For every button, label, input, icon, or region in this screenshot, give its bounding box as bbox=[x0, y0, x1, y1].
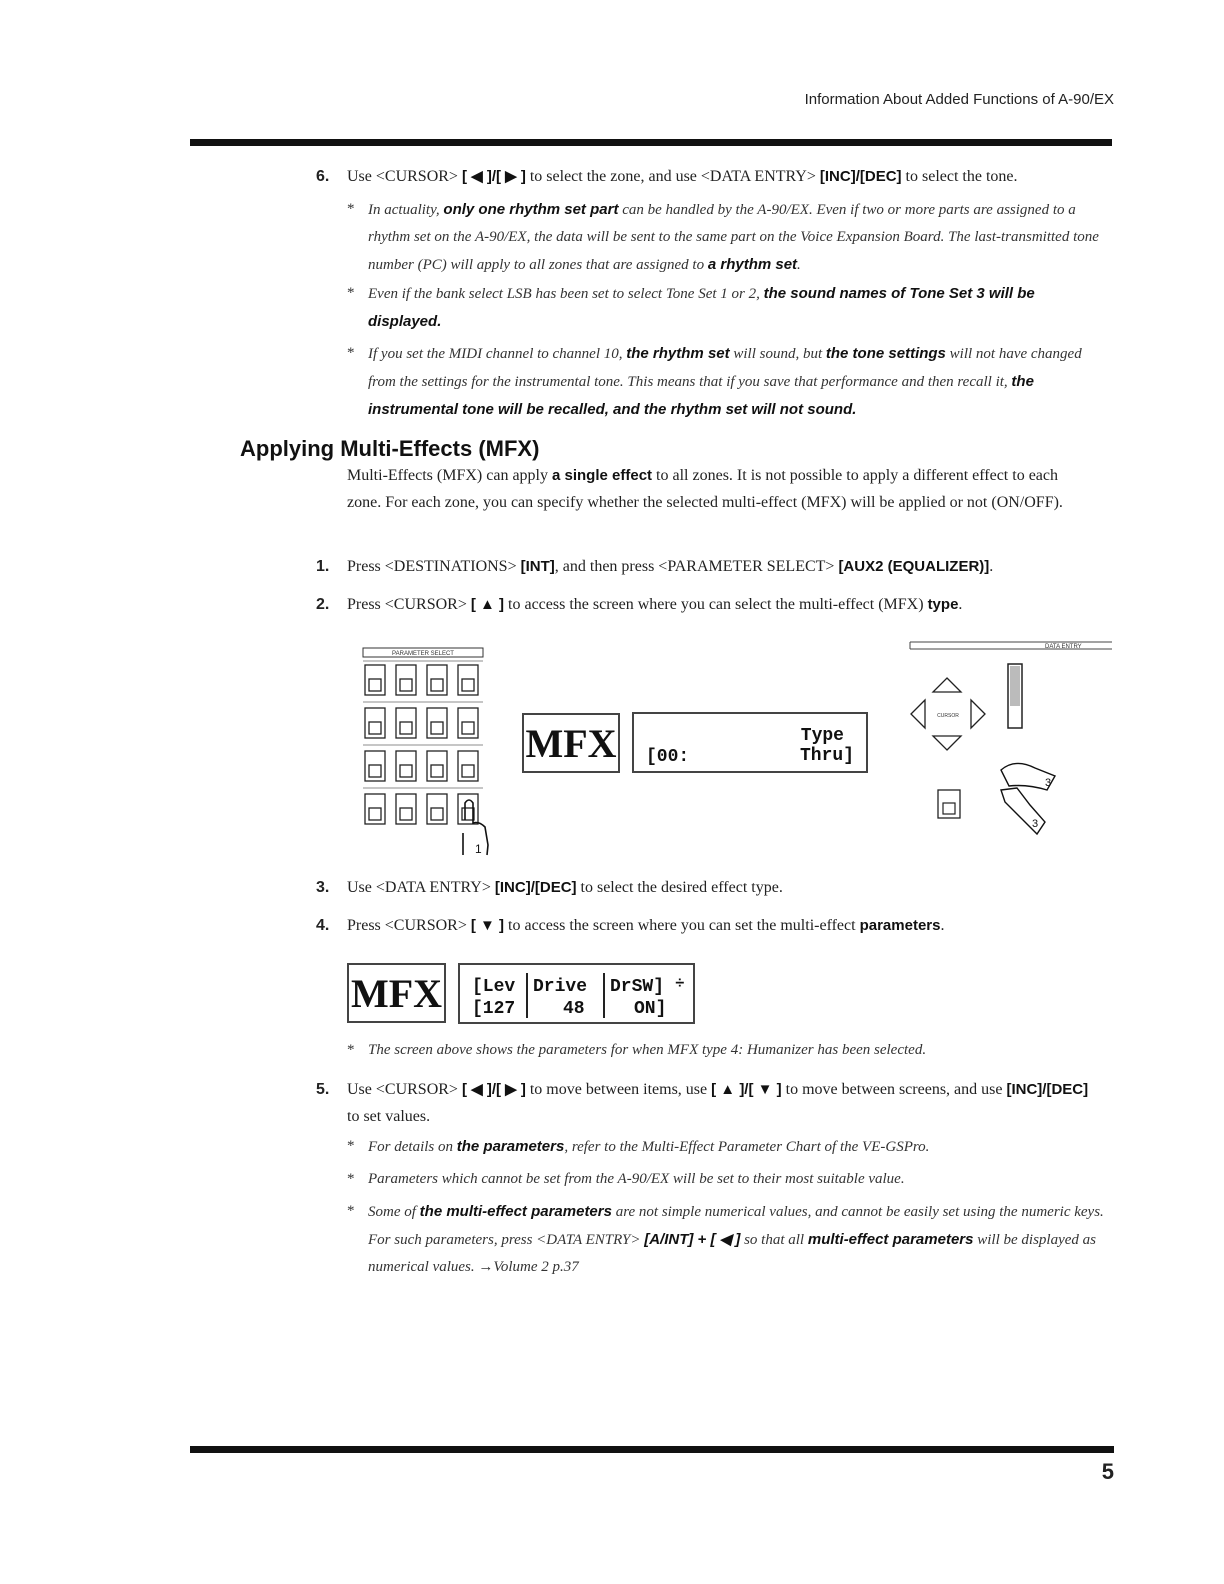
button-grid bbox=[365, 665, 478, 824]
lcd-type-value: Thru] bbox=[799, 746, 854, 766]
text: Use <CURSOR> bbox=[347, 1081, 462, 1098]
step-1 bbox=[316, 553, 1097, 580]
emphasis: a single effect bbox=[552, 467, 653, 484]
step-6 bbox=[316, 163, 1097, 190]
text: to move between items, use bbox=[525, 1081, 712, 1098]
text: can be handled by the A-90/EX. Even if two or more parts are assigned to a rhythm set on the A-90/EX, the data will be sent to the same part on the Voice Expansion Board. The last-transmitted tone number (PC) will apply to all zones that are assigned to bbox=[368, 202, 1099, 273]
text: to move between screens, and use bbox=[781, 1081, 1007, 1098]
param-lev-label: [Lev bbox=[472, 977, 516, 997]
note-rhythm-part: * In actuality, only one rhythm set part can be handled by the A-90/EX. Even if two or more parts are assigned to a rhythm set on the A-90/EX, the data will be sent to the same part on the Voice Expansion Board. The last-transmitted tone number (PC) will apply to all zones that are assigned to a rhythm set. bbox=[347, 201, 1099, 273]
cursor-right-icon bbox=[971, 700, 985, 728]
running-header: Information About Added Functions of A-90/EX bbox=[804, 91, 1114, 108]
finger-3-label: 3 bbox=[1032, 818, 1039, 830]
emphasis: [A/INT] + [ ◀ ] bbox=[644, 1231, 741, 1248]
text: In actuality, bbox=[368, 202, 444, 218]
step-number: 3. bbox=[316, 879, 330, 896]
mfx-badge-1: MFX bbox=[522, 713, 620, 773]
section-heading: Applying Multi-Effects (MFX) bbox=[240, 436, 540, 461]
param-drive-label: Drive bbox=[533, 977, 588, 997]
inc-dec-keys: [INC]/[DEC] bbox=[1006, 1081, 1089, 1098]
lcd-divider bbox=[526, 973, 528, 1018]
param-drsw-value: ON] bbox=[634, 999, 667, 1019]
emphasis: the parameters bbox=[456, 1138, 565, 1155]
lcd-screen-type bbox=[632, 712, 868, 773]
section-intro bbox=[347, 462, 1092, 516]
text: so that all bbox=[740, 1232, 808, 1248]
emphasis: the rhythm set bbox=[626, 345, 730, 362]
text: , and then press <PARAMETER SELECT> bbox=[554, 558, 839, 575]
text: Press <DESTINATIONS> bbox=[347, 558, 521, 575]
finger-1-label: 1 bbox=[475, 842, 482, 856]
step-2 bbox=[316, 591, 1097, 618]
text: to set values. bbox=[347, 1108, 431, 1125]
data-entry-label: DATA ENTRY bbox=[1045, 644, 1082, 650]
cursor-down-key: [ ▼ ] bbox=[470, 917, 505, 934]
emphasis: the tone settings bbox=[825, 345, 946, 362]
text: . bbox=[989, 558, 994, 575]
text: Press <CURSOR> bbox=[347, 917, 471, 934]
inc-dec-keys: [INC]/[DEC] bbox=[819, 168, 902, 185]
cursor-up-icon bbox=[933, 678, 961, 692]
parameter-select-label: PARAMETER SELECT bbox=[392, 651, 454, 657]
param-drsw-label: DrSW] bbox=[610, 977, 665, 997]
text: Multi-Effects (MFX) can apply bbox=[347, 467, 552, 484]
emphasis: parameters bbox=[859, 917, 941, 934]
text: are not simple numerical values, and cannot be easily set using the numeric keys. For such parameters, press <DATA ENTRY> bbox=[368, 1204, 1104, 1248]
lcd-screen-parameters bbox=[458, 963, 695, 1024]
text: Even if the bank select LSB has been set to select Tone Set 1 or 2, bbox=[368, 286, 764, 302]
parameter-select-panel bbox=[345, 645, 495, 860]
param-lev-value: [127 bbox=[472, 999, 516, 1019]
cursor-up-key: [ ▲ ] bbox=[470, 596, 505, 613]
text: If you set the MIDI channel to channel 10, bbox=[368, 346, 627, 362]
cursor-label: CURSOR bbox=[937, 713, 959, 719]
step-number: 1. bbox=[316, 558, 330, 575]
lcd-divider bbox=[603, 973, 605, 1018]
cursor-keys: [ ◀ ]/[ ▶ ] bbox=[461, 168, 526, 185]
inc-dec-keys: [INC]/[DEC] bbox=[494, 879, 577, 896]
emphasis: type bbox=[927, 596, 959, 613]
step-number: 6. bbox=[316, 168, 330, 185]
lcd-type-label: Type bbox=[800, 726, 844, 746]
note-midi-channel: * If you set the MIDI channel to channel 10, the rhythm set will sound, but the tone settings will not have changed from the settings for the instrumental tone. This means that if you save that performance and then recall it, the instrumental tone will be recalled, and the rhythm set will not sound. bbox=[347, 345, 1082, 418]
text: , refer to the Multi-Effect Parameter Chart of the VE-GSPro. bbox=[564, 1139, 930, 1155]
note-numeric-display: * Some of the multi-effect parameters are not simple numerical values, and cannot be easily set using the numeric keys. For such parameters, press <DATA ENTRY> [A/INT] + [ ◀ ] so that all multi-effect parameters will be displayed as numerical values. →Volume 2 p.37 bbox=[347, 1203, 1104, 1275]
text: to select the desired effect type. bbox=[576, 879, 783, 896]
int-key: [INT] bbox=[520, 558, 555, 575]
text: Parameters which cannot be set from the A-90/EX will be set to their most suitable value. bbox=[368, 1171, 905, 1187]
finger-3-label: 3 bbox=[1045, 777, 1052, 789]
emphasis: the multi-effect parameters bbox=[419, 1203, 612, 1220]
emphasis: multi-effect parameters bbox=[807, 1231, 974, 1248]
text: Some of bbox=[368, 1204, 420, 1220]
top-rule bbox=[190, 139, 1112, 146]
text: The screen above shows the parameters for when MFX type 4: Humanizer has been selected. bbox=[368, 1042, 927, 1058]
text: will be displayed as numerical values. →Volume 2 p.37 bbox=[368, 1232, 1096, 1275]
scroll-indicator-icon: ÷ bbox=[675, 975, 685, 993]
bottom-rule bbox=[190, 1446, 1114, 1453]
help-button-face bbox=[943, 803, 955, 814]
step-5 bbox=[316, 1076, 1092, 1130]
slider-knob bbox=[1010, 666, 1020, 706]
lcd-type-number: [00: bbox=[646, 747, 690, 767]
step-number: 5. bbox=[316, 1081, 330, 1098]
cursor-data-entry-panel bbox=[905, 640, 1115, 840]
text: to access the screen where you can set the multi-effect bbox=[504, 917, 860, 934]
pointing-hand-icon bbox=[1001, 788, 1045, 834]
text: For details on bbox=[368, 1139, 457, 1155]
text: will not have changed from the settings for the instrumental tone. This means that if you save that performance and then recall it, bbox=[368, 346, 1082, 390]
mfx-badge-2: MFX bbox=[347, 963, 446, 1023]
emphasis: a rhythm set bbox=[707, 256, 798, 273]
page-number: 5 bbox=[1101, 1459, 1114, 1484]
emphasis: only one rhythm set part bbox=[443, 201, 619, 218]
note-parameter-chart: * For details on the parameters, refer to the Multi-Effect Parameter Chart of the VE-GSPro. bbox=[347, 1138, 930, 1155]
text: . bbox=[958, 596, 963, 613]
text: to all zones. It is not possible to apply a different effect to each zone. For each zone, you can specify whether the selected multi-effect (MFX) will be applied or not (ON/OFF). bbox=[347, 467, 1063, 511]
text: Use <CURSOR> bbox=[347, 168, 462, 185]
text: . bbox=[797, 257, 801, 273]
step-3 bbox=[316, 874, 1097, 901]
text: Press <CURSOR> bbox=[347, 596, 471, 613]
emphasis: the instrumental tone will be recalled, and the rhythm set will not sound. bbox=[368, 373, 1034, 418]
step-number: 4. bbox=[316, 917, 330, 934]
note-unsettable: * Parameters which cannot be set from the A-90/EX will be set to their most suitable value. bbox=[347, 1171, 905, 1187]
cursor-keys: [ ◀ ]/[ ▶ ] bbox=[461, 1081, 526, 1098]
cursor-down-icon bbox=[933, 736, 961, 750]
text: Use <DATA ENTRY> bbox=[347, 879, 495, 896]
param-drive-value: 48 bbox=[563, 999, 585, 1019]
text: to select the tone. bbox=[901, 168, 1018, 185]
cursor-left-icon bbox=[911, 700, 925, 728]
cursor-keys: [ ▲ ]/[ ▼ ] bbox=[711, 1081, 782, 1098]
emphasis: the sound names of Tone Set 3 will be displayed. bbox=[368, 285, 1035, 330]
note-humanizer: * The screen above shows the parameters for when MFX type 4: Humanizer has been selected. bbox=[347, 1042, 927, 1058]
text: . bbox=[940, 917, 945, 934]
text: will sound, but bbox=[729, 346, 826, 362]
step-4 bbox=[316, 912, 1097, 939]
text: to select the zone, and use <DATA ENTRY> bbox=[525, 168, 820, 185]
step-number: 2. bbox=[316, 596, 330, 613]
text: to access the screen where you can select the multi-effect (MFX) bbox=[504, 596, 928, 613]
note-tone-set: * Even if the bank select LSB has been set to select Tone Set 1 or 2, the sound names of Tone Set 3 will be displayed. bbox=[347, 285, 1035, 330]
aux2-key: [AUX2 (EQUALIZER)] bbox=[838, 558, 990, 575]
